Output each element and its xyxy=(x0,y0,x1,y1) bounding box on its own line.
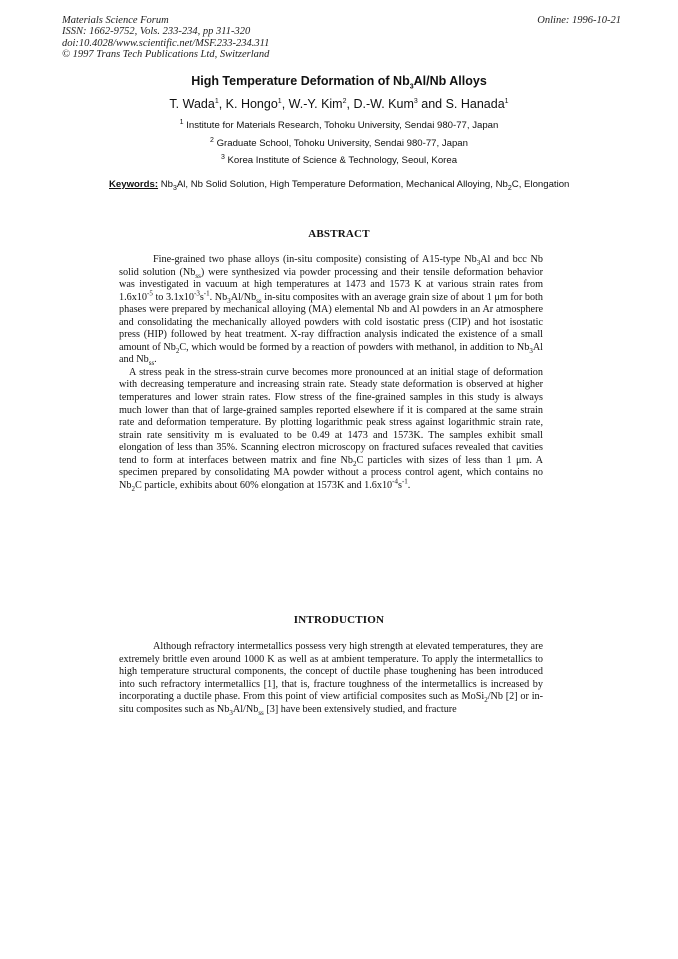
author-list: T. Wada$^1$, K. Hongo$^1$, W.-Y. Kim$^2$, D.-W. Kum$^3$ and S. Hanada$^1$ xyxy=(169,97,509,111)
keywords: Keywords: $Nb_3Al$, Nb Solid Solution, High Temperature Deformation, Mechanical Alloying, $Nb_2C$, Elongation xyxy=(109,179,570,192)
copyright-line: © 1997 Trans Tech Publications Ltd, Switzerland xyxy=(62,49,270,61)
affiliation: $^1$ Institute for Materials Research, Tohoku University, Sendai 980-77, Japan xyxy=(179,118,499,131)
author-name: , D.-W. Kum xyxy=(346,97,414,111)
online-date: Online: 1996-10-21 xyxy=(537,15,621,26)
abstract-body xyxy=(119,254,543,492)
affiliation: $^3$ Korea Institute of Science & Technology, Seoul, Korea xyxy=(220,153,458,166)
doi-line[interactable]: doi:10.4028/www.scientific.net/MSF.233-234.311 xyxy=(62,37,270,49)
keywords-label: Keywords: xyxy=(109,179,159,190)
issn-line: ISSN: 1662-9752, Vols. 233-234, pp 311-320 xyxy=(62,26,251,38)
citation-block xyxy=(62,15,269,61)
introduction-body xyxy=(119,641,543,716)
paragraph: Fine-grained two phase alloys (in-situ composite) consisting of A15-type $Nb_3Al$ and bcc Nb solid solution $(Nb_{ss})$ were synthesized via powder processing and their tensile deformation behavior was investigated in vacuum at high temperatures at 1473 and 1573 K at various strain rates from $1.6x10^{-5}$ to $3.1x10^{-3}s^{-1}$. $Nb_3Al/Nb_{ss}$ in-situ composites with an average grain size of about 1 μm for both phases were prepared by mechanical alloying (MA) elemental Nb and Al powders in an Ar atmosphere and consolidating the mechanically alloyed powders with cold isostatic press (CIP) and hot isostatic press (HIP) followed by heat treatment. X-ray diffraction analysis indicated the existence of a small amount of $Nb_2C$, which would be formed by a reaction of powders with methanol, in addition to $Nb_3Al$ and $Nb_{ss}$. xyxy=(119,254,544,368)
author-name: and S. Hanada xyxy=(417,97,505,111)
author-name: T. Wada xyxy=(169,97,215,111)
journal-name: Materials Science Forum xyxy=(62,15,169,26)
abstract-heading: ABSTRACT xyxy=(308,228,370,240)
paragraph: A stress peak in the stress-strain curve becomes more pronounced at an initial stage of deformation with decreasing temperature and increasing strain rate. Steady state deformation is observed at higher temperatures and lower strain rates. Flow stress of the fine-grained samples in this study is always much lower than that of large-grained samples reported elsewhere if it is compared at the same strain rate and deformation temperature. By plotting logarithmic peak stress against logarithmic strain rate, strain rate sensitivity m is evaluated to be 0.49 at 1473 and 1573K. The samples exhibit small elongation of less than 35%. Scanning electron microscopy on fractured sufaces revealed that cavities tend to form at interfaces between matrix and fine $Nb_2C$ particles with sizes of less than 1 μm. A specimen prepared by consolidating MA powder without a process control agent, which contains no $Nb_2C$ particle, exhibits about 60% elongation at 1573K and $1.6x10^{-4}s^{-1}$. xyxy=(119,366,543,493)
author-name: , K. Hongo xyxy=(218,97,278,111)
introduction-heading: INTRODUCTION xyxy=(293,614,385,626)
paper-title: High Temperature Deformation of $Nb_3Al/Nb$ Alloys xyxy=(191,74,487,91)
affiliation: $^2$ Graduate School, Tohoku University, Sendai 980-77, Japan xyxy=(210,136,468,149)
paragraph: Although refractory intermetallics possess very high strength at elevated temperatures, they are extremely brittle even around 1000 K as well as at ambient temperature. To apply the intermetallics to high temperature structural components, the concept of ductile phase toughening has been introduced into such refractory intermetallics [1], that is, fracture toughness of the intermetallics is increased by incorporating a ductile phase. From this point of view artificial composites such as MoSi$_2$/Nb [2] or in-situ composites such as $Nb_3Al/Nb_{ss}$ [3] have been extensively studied, and fracture xyxy=(119,641,544,717)
author-name: , W.-Y. Kim xyxy=(281,97,343,111)
